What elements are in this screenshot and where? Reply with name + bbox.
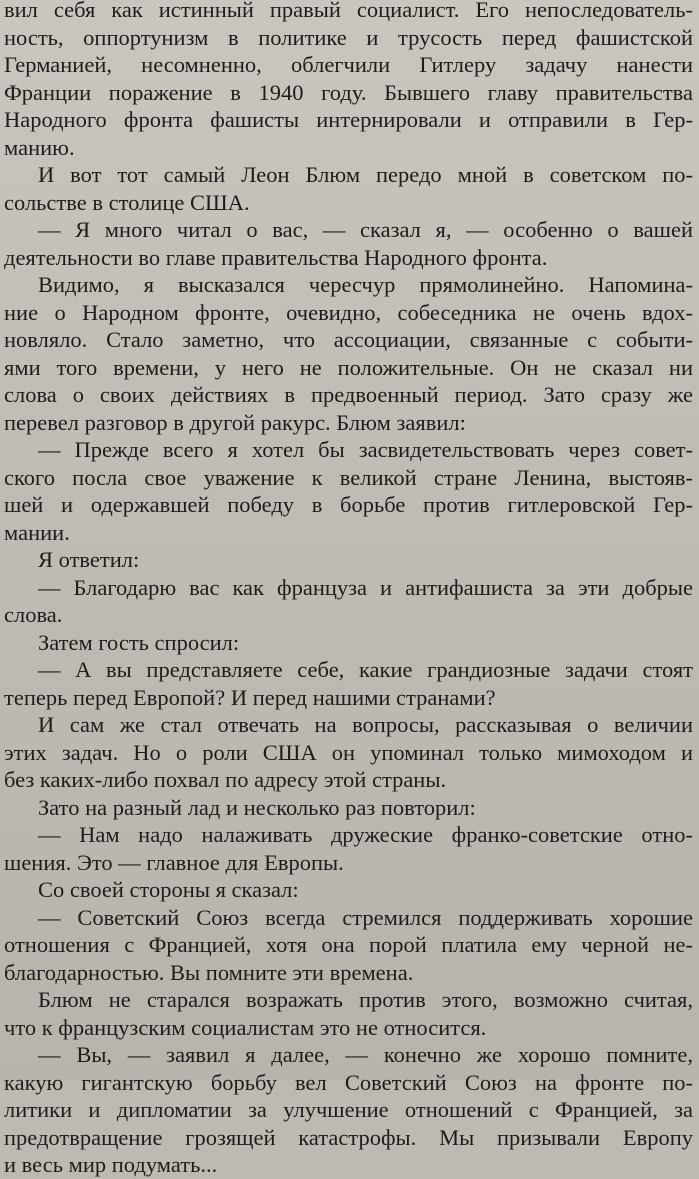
text-line: И вот тот самый Леон Блюм передо мной в советском по-: [38, 162, 693, 187]
text-line: перевел разговор в другой ракурс. Блюм заявил:: [4, 409, 466, 435]
text-line: Зато на разный лад и несколько раз повторил:: [38, 794, 476, 820]
text-line: этих задач. Но о роли США он упоминал только мимоходом и: [4, 739, 693, 765]
text-line: сольстве в столице США.: [4, 189, 250, 215]
text-line: ями того времени, у него не положительные. Он не сказал ни: [4, 354, 693, 380]
text-line: — А вы представляете себе, какие грандиозные задачи стоят: [38, 657, 693, 682]
text-line: мании.: [4, 519, 70, 545]
text-line: деятельности во главе правительства Народного фронта.: [4, 244, 548, 270]
text-line: И сам же стал отвечать на вопросы, рассказывая о величии: [38, 712, 693, 737]
text-line: благодарностью. Вы помните эти времена.: [4, 959, 414, 985]
text-line: теперь перед Европой? И перед нашими странами?: [4, 684, 496, 710]
text-line: Блюм не старался возражать против этого, возможно считая,: [38, 987, 693, 1012]
text-line: Со своей стороны я сказал:: [38, 877, 299, 902]
text-line: новляло. Стало заметно, что ассоциации, связанные с событи-: [4, 327, 693, 352]
text-line: Я ответил:: [38, 547, 140, 572]
text-line: слова о своих действиях в предвоенный период. Зато сразу же: [4, 382, 693, 407]
text-line: Затем гость спросил:: [38, 629, 240, 655]
text-line: какую гигантскую борьбу вел Советский Союз на фронте по-: [4, 1069, 693, 1095]
text-line: Народного фронта фашисты интернировали и отправили в Гер-: [4, 107, 693, 132]
text-line: отношения с Францией, хотя она порой платила ему черной не-: [4, 932, 693, 957]
text-line: — Я много читал о вас, — сказал я, — особенно о вашей: [38, 217, 693, 242]
text-line: ского посла свое уважение к великой стране Ленина, выстояв-: [4, 464, 693, 490]
text-line: вил себя как истинный правый социалист. Его непоследователь-: [4, 0, 693, 22]
text-line: — Нам надо налаживать дружеские франко-советские отно-: [38, 822, 693, 847]
text-line: манию.: [4, 134, 75, 160]
text-line: Франции поражение в 1940 году. Бывшего главу правительства: [4, 79, 693, 105]
text-line: — Благодарю вас как француза и антифашиста за эти добрые: [38, 574, 693, 600]
text-line: шей и одержавшей победу в борьбе против гитлеровской Гер-: [4, 492, 693, 517]
text-line: литики и дипломатии за улучшение отношений с Францией, за: [4, 1097, 693, 1122]
text-line: слова.: [4, 602, 63, 627]
text-line: ние о Народном фронте, очевидно, собеседника не очень вдох-: [4, 299, 693, 325]
text-line: ность, оппортунизм в политике и трусость перед фашистской: [4, 24, 693, 50]
text-line: — Советский Союз всегда стремился поддерживать хорошие: [38, 904, 693, 930]
text-line: — Прежде всего я хотел бы засвидетельствовать через совет-: [38, 437, 693, 462]
text-line: — Вы, — заявил я далее, — конечно же хорошо помните,: [38, 1042, 693, 1067]
text-line: предотвращение грозящей катастрофы. Мы призывали Европу: [4, 1124, 693, 1150]
text-line: Германией, несомненно, облегчили Гитлеру задачу нанести: [4, 52, 693, 77]
text-line: Видимо, я высказался чересчур прямолинейно. Напомина-: [38, 272, 693, 297]
text-line: и весь мир подумать...: [4, 1152, 218, 1177]
text-line: без каких-либо похвал по адресу этой страны.: [4, 767, 447, 792]
text-line: что к французским социалистам это не относится.: [4, 1014, 487, 1040]
text-line: шения. Это — главное для Европы.: [4, 849, 344, 875]
